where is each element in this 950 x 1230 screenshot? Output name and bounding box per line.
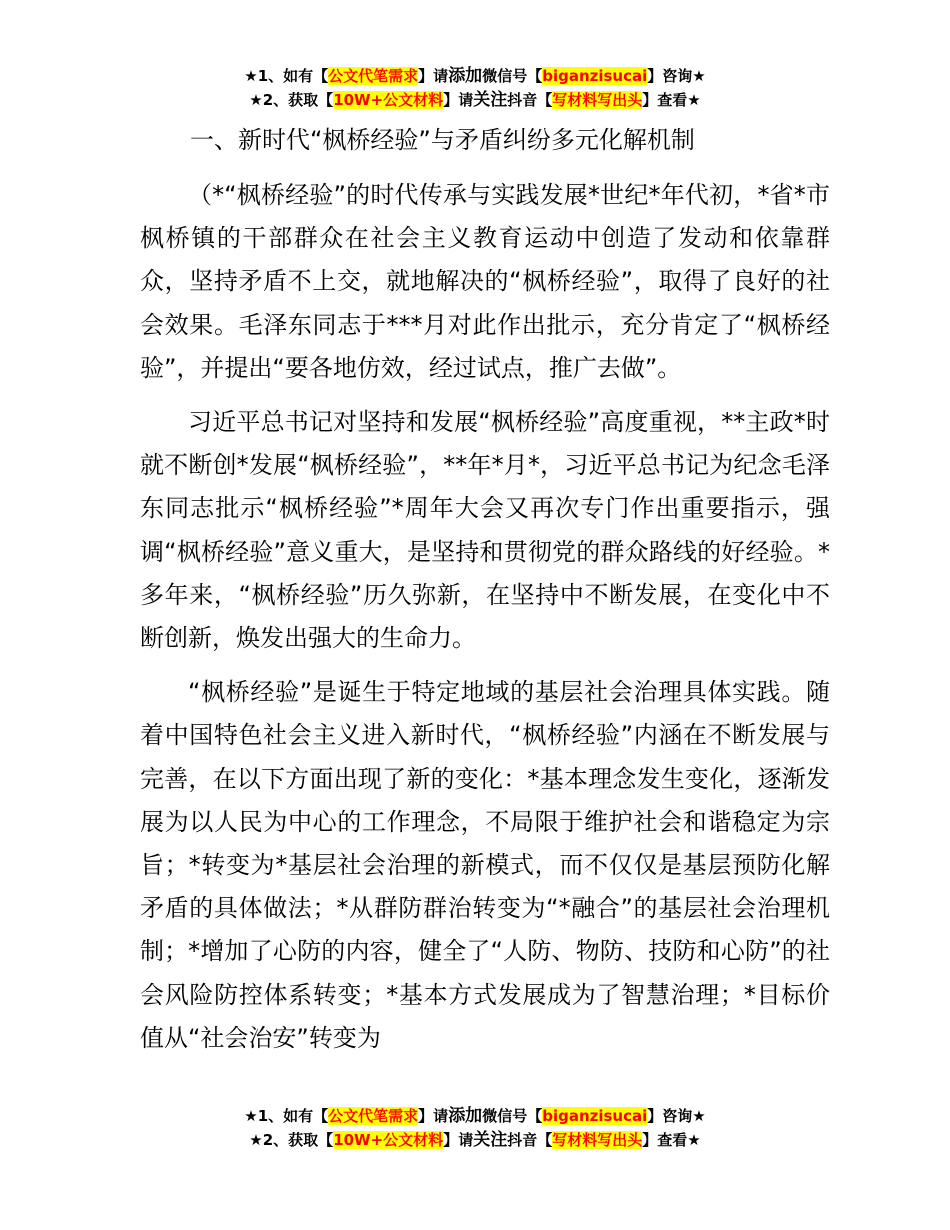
banner-text: 】查看: [642, 1131, 688, 1149]
banner-text: 抖音【: [507, 91, 553, 109]
emphasis-follow: 关注: [473, 1130, 508, 1150]
paragraph-1: （*“枫桥经验”的时代传承与实践发展*世纪*年代初，*省*市枫桥镇的干部群众在社会主义教育运动中创造了发动和依靠群众，坚持矛盾不上交，就地解决的“枫桥经验”，取得了良好的社会效果。毛泽东同志于***月对此作出批示，充分肯定了“枫桥经验”，并提出“要各地仿效，经过试点，推广去做”。: [140, 181, 830, 382]
star-icon: ★: [249, 91, 263, 109]
highlight-service: 公文代笔需求: [328, 1107, 419, 1125]
highlight-wechat-id: biganzisucai: [542, 67, 648, 85]
banner-text: 抖音【: [507, 1131, 553, 1149]
banner-text: 】请: [443, 91, 474, 109]
highlight-materials: 10W+公文材料: [333, 91, 444, 109]
highlight-wechat-id: biganzisucai: [542, 1107, 648, 1125]
banner-text: 微信号【: [482, 1107, 543, 1125]
highlight-materials: 10W+公文材料: [333, 1131, 444, 1149]
banner-text: 1、如有【: [257, 1107, 329, 1125]
banner-text: 】咨询: [647, 1107, 693, 1125]
banner-text: 2、获取【: [262, 1131, 334, 1149]
footer-banner: [0, 1104, 950, 1152]
paragraph-2: 习近平总书记对坚持和发展“枫桥经验”高度重视，**主政*时就不断创*发展“枫桥经验”，**年*月*，习近平总书记为纪念毛泽东同志批示“枫桥经验”*周年大会又再次专门作出重要指示，强调“枫桥经验”意义重大，是坚持和贯彻党的群众路线的好经验。*多年来，“枫桥经验”历久弥新，在坚持中不断发展，在变化中不断创新，焕发出强大的生命力。: [140, 408, 830, 653]
banner-text: 2、获取【: [262, 91, 334, 109]
star-icon: ★: [687, 1131, 701, 1149]
banner-line-1: [0, 1104, 950, 1128]
star-icon: ★: [687, 91, 701, 109]
star-icon: ★: [692, 67, 706, 85]
highlight-douyin-account: 写材料写出头: [552, 1131, 643, 1149]
highlight-service: 公文代笔需求: [328, 67, 419, 85]
header-banner: [0, 64, 950, 112]
banner-text: 】请: [443, 1131, 474, 1149]
emphasis-add: 添加: [448, 66, 483, 86]
highlight-douyin-account: 写材料写出头: [552, 91, 643, 109]
star-icon: ★: [244, 67, 258, 85]
banner-text: 微信号【: [482, 67, 543, 85]
banner-line-1: [0, 64, 950, 88]
section-heading: 一、新时代“枫桥经验”与矛盾纠纷多元化解机制: [190, 126, 695, 154]
banner-text: 1、如有【: [257, 67, 329, 85]
banner-line-2: [0, 88, 950, 112]
document-body: [140, 174, 830, 1060]
star-icon: ★: [249, 1131, 263, 1149]
emphasis-add: 添加: [448, 1106, 483, 1126]
banner-text: 】请: [418, 1107, 449, 1125]
banner-text: 】查看: [642, 91, 688, 109]
emphasis-follow: 关注: [473, 90, 508, 110]
paragraph-3: “枫桥经验”是诞生于特定地域的基层社会治理具体实践。随着中国特色社会主义进入新时代，“枫桥经验”内涵在不断发展与完善，在以下方面出现了新的变化：*基本理念发生变化，逐渐发展为以人民为中心的工作理念，不局限于维护社会和谐稳定为宗旨；*转变为*基层社会治理的新模式，而不仅仅是基层预防化解矛盾的具体做法；*从群防群治转变为“*融合”的基层社会治理机制；*增加了心防的内容，健全了“人防、物防、技防和心防”的社会风险防控体系转变；*基本方式发展成为了智慧治理；*目标价值从“社会治安”转变为: [140, 678, 830, 1052]
banner-text: 】请: [418, 67, 449, 85]
banner-text: 】咨询: [647, 67, 693, 85]
star-icon: ★: [692, 1107, 706, 1125]
banner-line-2: [0, 1128, 950, 1152]
star-icon: ★: [244, 1107, 258, 1125]
